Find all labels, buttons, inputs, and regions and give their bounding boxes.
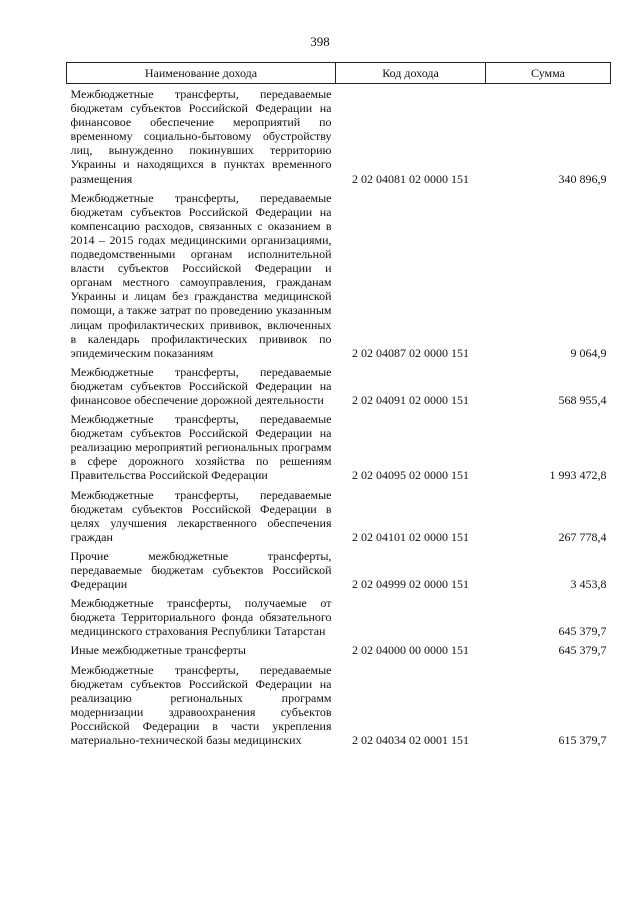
income-table	[66, 62, 611, 749]
income-name: Межбюджетные трансферты, передаваемые бюджетам субъектов Российской Федерации на реализацию региональных программ модернизации здравоохранения субъектов Российской Федерации в части укрепления материально-технической базы медицинских	[70, 662, 332, 748]
income-code	[336, 593, 486, 640]
table-row	[67, 593, 611, 640]
income-name: Межбюджетные трансферты, передаваемые бюджетам субъектов Российской Федерации на реализацию мероприятий региональных программ в сфере дорожного хозяйства по решениям Правительства Российской Федерации	[70, 412, 332, 483]
income-code: 2 02 04101 02 0000 151	[352, 529, 469, 544]
table-row	[67, 640, 611, 659]
header-income-code: Код дохода	[336, 63, 486, 84]
income-code: 2 02 04087 02 0000 151	[352, 345, 469, 360]
income-amount: 645 379,7	[558, 643, 607, 658]
income-code: 2 02 04091 02 0000 151	[352, 392, 469, 407]
income-code: 2 02 04095 02 0000 151	[352, 468, 469, 483]
income-amount: 267 778,4	[558, 529, 607, 544]
table-row	[67, 362, 611, 409]
header-amount: Сумма	[486, 63, 611, 84]
income-amount: 568 955,4	[558, 392, 607, 407]
page-number: 398	[310, 34, 330, 49]
income-amount: 1 993 472,8	[549, 468, 607, 483]
income-amount: 9 064,9	[570, 345, 607, 360]
table-row	[67, 660, 611, 750]
table-header	[67, 63, 611, 84]
table-row	[67, 409, 611, 484]
income-name: Прочие межбюджетные трансферты, передаваемые бюджетам субъектов Российской Федерации	[70, 548, 332, 592]
income-code: 2 02 04081 02 0000 151	[352, 171, 469, 186]
table-body	[67, 84, 611, 750]
income-amount: 615 379,7	[558, 733, 607, 748]
table-row	[67, 188, 611, 362]
header-income-name: Наименование дохода	[67, 63, 336, 84]
header-row	[67, 63, 611, 84]
table-row	[67, 485, 611, 546]
income-name: Межбюджетные трансферты, получаемые от бюджета Территориального фонда обязательного медицинского страхования Республики Татарстан	[70, 596, 332, 639]
income-amount: 3 453,8	[570, 577, 607, 592]
income-code: 2 02 04000 00 0000 151	[352, 643, 469, 658]
income-amount: 340 896,9	[558, 171, 607, 186]
income-name: Межбюджетные трансферты, передаваемые бюджетам субъектов Российской Федерации на финансовое обеспечение мероприятий по временному социально-бытовому обустройству лиц, вынужденно покинувших территорию Украины и находящихся в пунктах временного размещения	[70, 87, 332, 186]
income-amount: 645 379,7	[558, 624, 607, 639]
income-code: 2 02 04999 02 0000 151	[352, 577, 469, 592]
income-name: Межбюджетные трансферты, передаваемые бюджетам субъектов Российской Федерации на компенсацию расходов, связанных с оказанием в 2014 – 2015 годах медицинскими организациями, подведомственными органам исполнительной власти субъектов Российской Федерации и органам местного самоуправления, гражданам Украины и лицам без гражданства медицинской помощи, а также затрат по проведению указанным лицам профилактических прививок, включенных в календарь профилактических прививок по эпидемическим показаниям	[70, 190, 332, 360]
income-name: Межбюджетные трансферты, передаваемые бюджетам субъектов Российской Федерации на финансовое обеспечение дорожной деятельности	[70, 364, 332, 407]
income-code: 2 02 04034 02 0001 151	[352, 733, 469, 748]
income-name: Иные межбюджетные трансферты	[70, 643, 246, 658]
table-row	[67, 84, 611, 188]
table-row	[67, 546, 611, 593]
income-name: Межбюджетные трансферты, передаваемые бюджетам субъектов Российской Федерации в целях улучшения лекарственного обеспечения граждан	[70, 487, 332, 544]
